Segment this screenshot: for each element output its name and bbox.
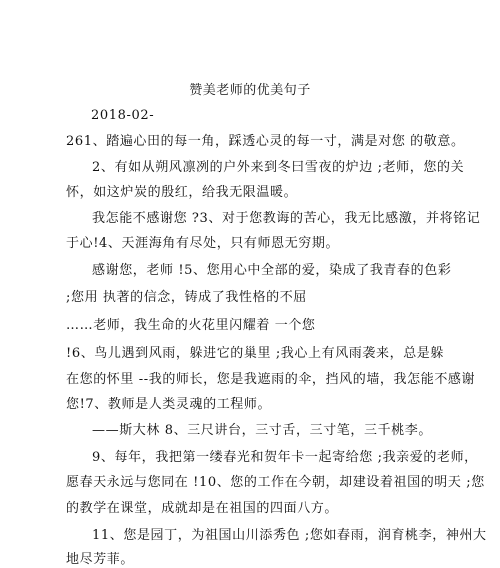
text-line: 我怎能不感谢您 ?3、对于您教诲的苦心，我无比感激，并将铭记	[92, 211, 481, 226]
text-line: 11、您是园丁，为祖国山川添秀色 ;您如春雨，润育桃李，神州大	[92, 528, 487, 543]
text-line: 在您的怀里 --我的师长，您是我遮雨的伞，挡风的墙，我怎能不感谢	[66, 372, 476, 387]
text-line: 2018-02-	[91, 108, 155, 123]
text-line: ——斯大林 8、三尺讲台，三寸舌，三寸笔，三千桃李。	[92, 423, 433, 438]
text-line: 2、有如从朔风凛冽的户外来到冬曰雪夜的炉边 ;老师，您的关	[92, 160, 465, 175]
text-line: 9、每年，我把第一缕春光和贺年卡一起寄给您 ;我亲爱的老师，	[92, 450, 478, 465]
text-line: !6、鸟儿遇到风雨，躲进它的巢里 ;我心上有风雨袭来，总是躲	[66, 346, 445, 361]
text-line: ;您用 执著的信念，铸成了我性格的不屈	[66, 290, 307, 305]
text-line: 感谢您，老师 !5、您用心中全部的爱，染成了我青春的色彩	[92, 263, 452, 278]
text-line: 地尽芳菲。	[66, 552, 135, 567]
document-title: 赞美老师的优美句子	[189, 83, 311, 98]
text-line: 您!7、教师是人类灵魂的工程师。	[66, 397, 272, 412]
text-line: 的教学在课堂，成就却是在祖国的四面八方。	[66, 501, 339, 516]
text-line: ……老师，我生命的火花里闪耀着 一个您	[66, 318, 316, 333]
text-line: 怀，如这炉炭的殷红，给我无限温暖。	[66, 185, 298, 200]
text-line: 于心!4、天涯海角有尽处，只有师恩无穷期。	[66, 236, 340, 251]
text-line: 261、踏遍心田的每一角，踩透心灵的每一寸，满是对您 的敬意。	[66, 134, 465, 149]
text-line: 愿春天永远与您同在 !10、您的工作在今朝，却建设着祖国的明天 ;您	[66, 475, 485, 490]
